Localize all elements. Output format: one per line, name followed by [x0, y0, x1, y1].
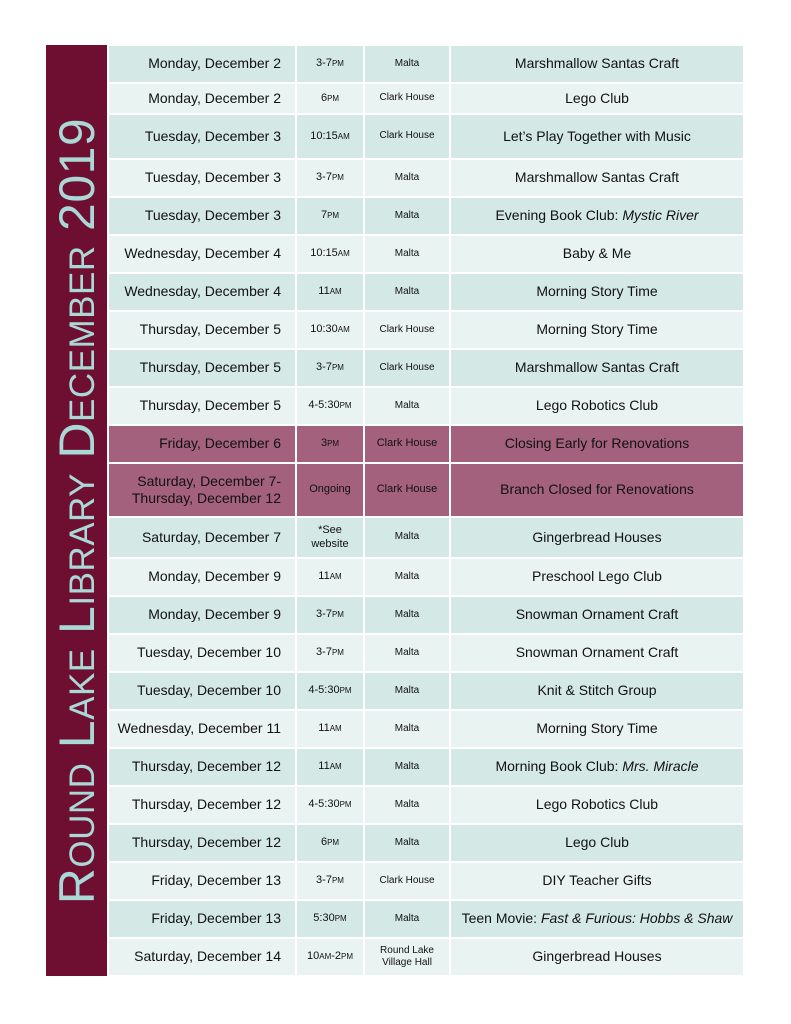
table-row	[109, 559, 743, 597]
table-row	[109, 274, 743, 312]
table-row	[109, 711, 743, 749]
event-date: Tuesday, December 3	[109, 115, 297, 160]
event-title: Lego Robotics Club	[535, 796, 659, 813]
event-date: Thursday, December 12	[109, 787, 297, 825]
event-title-italic: Mystic River	[622, 207, 699, 224]
event-title-italic: Mrs. Miracle	[622, 758, 699, 775]
event-location: Malta	[365, 597, 451, 635]
event-title: Branch Closed for Renovations	[500, 481, 694, 498]
table-row	[109, 749, 743, 787]
event-title: Morning Story Time	[536, 321, 658, 338]
event-time: 11am	[297, 559, 365, 597]
event-location: Clark House	[365, 464, 451, 518]
event-location: Malta	[365, 518, 451, 559]
table-row	[109, 464, 743, 518]
table-row	[109, 939, 743, 977]
event-location: Malta	[365, 711, 451, 749]
event-date: Monday, December 9	[109, 559, 297, 597]
event-date: Tuesday, December 3	[109, 198, 297, 236]
event-location: Malta	[365, 825, 451, 863]
event-time: 3-7pm	[297, 863, 365, 901]
event-name	[451, 787, 743, 825]
table-row	[109, 597, 743, 635]
event-time: 10:30am	[297, 312, 365, 350]
event-date: Wednesday, December 4	[109, 236, 297, 274]
event-name	[451, 350, 743, 388]
event-time: 11am	[297, 274, 365, 312]
event-location: Clark House	[365, 863, 451, 901]
event-location: Round Lake Village Hall	[365, 939, 451, 977]
event-location: Malta	[365, 388, 451, 426]
event-date: Monday, December 2	[109, 84, 297, 115]
event-location: Malta	[365, 901, 451, 939]
event-title: Knit & Stitch Group	[537, 682, 657, 699]
event-time: 5:30pm	[297, 901, 365, 939]
event-location: Clark House	[365, 350, 451, 388]
event-date: Saturday, December 7- Thursday, December 12	[109, 464, 297, 518]
event-time: 3-7pm	[297, 635, 365, 673]
table-row	[109, 825, 743, 863]
event-time: 10:15am	[297, 115, 365, 160]
event-location: Malta	[365, 559, 451, 597]
event-title: DIY Teacher Gifts	[542, 872, 652, 889]
event-title: Lego Club	[565, 89, 629, 106]
event-date: Friday, December 13	[109, 901, 297, 939]
table-row	[109, 518, 743, 559]
table-row	[109, 426, 743, 464]
event-date: Friday, December 6	[109, 426, 297, 464]
event-name	[451, 426, 743, 464]
event-date: Friday, December 13	[109, 863, 297, 901]
event-location: Clark House	[365, 312, 451, 350]
event-date: Tuesday, December 10	[109, 673, 297, 711]
event-location: Malta	[365, 236, 451, 274]
event-date: Thursday, December 5	[109, 388, 297, 426]
table-row	[109, 635, 743, 673]
table-row	[109, 673, 743, 711]
event-title: Teen Movie:	[461, 910, 541, 927]
event-title: Snowman Ornament Craft	[515, 644, 679, 661]
event-date: Wednesday, December 11	[109, 711, 297, 749]
event-name	[451, 559, 743, 597]
event-time: 11am	[297, 749, 365, 787]
title-sidebar	[46, 45, 107, 976]
event-name	[451, 312, 743, 350]
event-name	[451, 825, 743, 863]
schedule-table	[109, 46, 743, 977]
event-time: 4-5:30pm	[297, 388, 365, 426]
event-name	[451, 749, 743, 787]
event-name	[451, 46, 743, 84]
event-name	[451, 236, 743, 274]
event-time: 3pm	[297, 426, 365, 464]
event-title: Morning Story Time	[536, 720, 658, 737]
table-row	[109, 84, 743, 115]
event-date: Thursday, December 5	[109, 350, 297, 388]
event-title: Snowman Ornament Craft	[515, 606, 679, 623]
event-time: 7pm	[297, 198, 365, 236]
event-time: 6pm	[297, 825, 365, 863]
table-row	[109, 115, 743, 160]
table-row	[109, 350, 743, 388]
event-location: Malta	[365, 787, 451, 825]
event-name	[451, 115, 743, 160]
event-title: Baby & Me	[562, 245, 632, 262]
event-title: Morning Story Time	[536, 283, 658, 300]
event-title: Marshmallow Santas Craft	[514, 359, 680, 376]
event-title: Evening Book Club:	[495, 207, 623, 224]
event-name	[451, 711, 743, 749]
event-title: Gingerbread Houses	[532, 528, 662, 545]
event-name	[451, 198, 743, 236]
event-location: Malta	[365, 635, 451, 673]
table-row	[109, 388, 743, 426]
event-title: Gingerbread Houses	[532, 948, 662, 965]
table-row	[109, 160, 743, 198]
event-title-italic: Fast & Furious: Hobbs & Shaw	[540, 910, 733, 927]
event-time: 11am	[297, 711, 365, 749]
table-row	[109, 46, 743, 84]
event-title: Morning Book Club:	[495, 758, 623, 775]
event-name	[451, 939, 743, 977]
event-name	[451, 84, 743, 115]
event-date: Tuesday, December 3	[109, 160, 297, 198]
event-name	[451, 673, 743, 711]
event-name	[451, 388, 743, 426]
event-time: 4-5:30pm	[297, 673, 365, 711]
event-location: Malta	[365, 749, 451, 787]
event-name	[451, 160, 743, 198]
event-location: Clark House	[365, 115, 451, 160]
event-location: Malta	[365, 198, 451, 236]
event-date: Tuesday, December 10	[109, 635, 297, 673]
table-row	[109, 787, 743, 825]
event-location: Clark House	[365, 84, 451, 115]
event-time: 10am-2pm	[297, 939, 365, 977]
event-date: Thursday, December 12	[109, 825, 297, 863]
event-date: Saturday, December 14	[109, 939, 297, 977]
event-time: 10:15am	[297, 236, 365, 274]
event-date: Wednesday, December 4	[109, 274, 297, 312]
event-title: Marshmallow Santas Craft	[514, 55, 680, 72]
page-title: Round Lake Library December 2019	[48, 117, 105, 904]
event-name	[451, 274, 743, 312]
table-row	[109, 236, 743, 274]
table-row	[109, 198, 743, 236]
event-title: Lego Robotics Club	[535, 397, 659, 414]
table-row	[109, 312, 743, 350]
event-date: Monday, December 9	[109, 597, 297, 635]
event-title: Lego Club	[565, 834, 629, 851]
event-time: Ongoing	[297, 464, 365, 518]
event-name	[451, 863, 743, 901]
event-location: Malta	[365, 160, 451, 198]
event-location: Malta	[365, 46, 451, 84]
event-name	[451, 518, 743, 559]
event-time: 4-5:30pm	[297, 787, 365, 825]
event-date: Monday, December 2	[109, 46, 297, 84]
event-title: Preschool Lego Club	[532, 568, 662, 585]
event-date: Saturday, December 7	[109, 518, 297, 559]
event-name	[451, 464, 743, 518]
event-time: *See website	[297, 518, 365, 559]
event-date: Thursday, December 5	[109, 312, 297, 350]
event-title: Closing Early for Renovations	[504, 435, 690, 452]
event-location: Malta	[365, 673, 451, 711]
event-time: 3-7pm	[297, 46, 365, 84]
event-time: 3-7pm	[297, 350, 365, 388]
event-location: Malta	[365, 274, 451, 312]
event-title: Marshmallow Santas Craft	[514, 169, 680, 186]
event-date: Thursday, December 12	[109, 749, 297, 787]
table-row	[109, 863, 743, 901]
event-time: 3-7pm	[297, 597, 365, 635]
event-title: Let’s Play Together with Music	[503, 127, 691, 144]
event-location: Clark House	[365, 426, 451, 464]
event-name	[451, 597, 743, 635]
event-time: 6pm	[297, 84, 365, 115]
table-row	[109, 901, 743, 939]
event-name	[451, 635, 743, 673]
event-time: 3-7pm	[297, 160, 365, 198]
event-name	[451, 901, 743, 939]
